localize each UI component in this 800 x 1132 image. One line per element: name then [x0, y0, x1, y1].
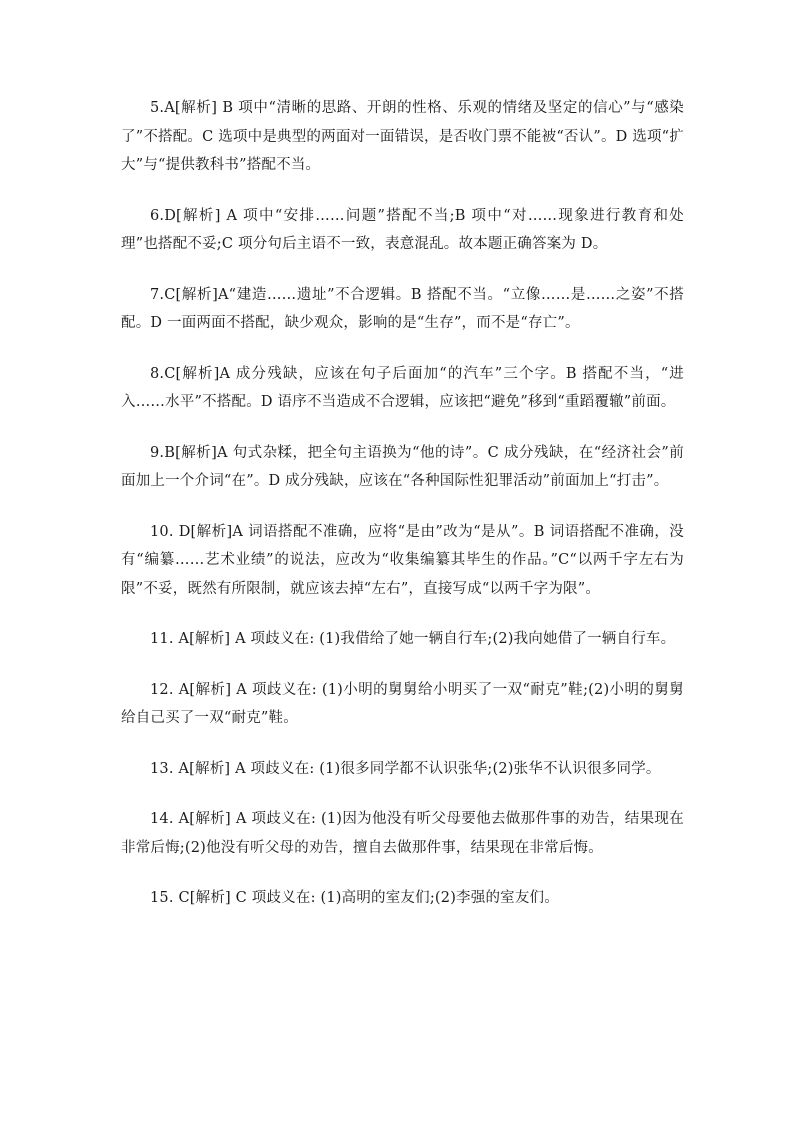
answer-9: 9.B[解析]A 句式杂糅，把全句主语换为“他的诗”。C 成分残缺，在“经济社会”前面加上一个介词“在”。D 成分残缺，应该在“各种国际性犯罪活动”前面加上“打击”。	[121, 444, 684, 489]
answer-15: 15. C[解析] C 项歧义在: (1)高明的室友们;(2)李强的室友们。	[150, 890, 559, 906]
answer-14: 14. A[解析] A 项歧义在: (1)因为他没有听父母要他去做那件事的劝告，结果现在非常后悔;(2)他没有听父母的劝告，擅自去做那件事，结果现在非常后悔。	[121, 811, 684, 856]
answer-8: 8.C[解析]A 成分残缺，应该在句子后面加“的汽车”三个字。B 搭配不当，“进入……水平”不搭配。D 语序不当造成不合逻辑，应该把“避免”移到“重蹈覆辙”前面。	[121, 365, 684, 410]
answer-13: 13. A[解析] A 项歧义在: (1)很多同学都不认识张华;(2)张华不认识很多同学。	[150, 760, 661, 777]
answer-11: 11. A[解析] A 项歧义在: (1)我借给了她一辆自行车;(2)我向她借了一辆自行车。	[150, 631, 676, 647]
answer-6: 6.D[解析] A 项中“安排……问题”搭配不当;B 项中“对……现象进行教育和处理”也搭配不妥;C 项分句后主语不一致，表意混乱。故本题正确答案为 D。	[121, 207, 684, 252]
answer-7: 7.C[解析]A“建造……遗址”不合逻辑。B 搭配不当。“立像……是……之姿”不搭配。D 一面两面不搭配，缺少观众，影响的是“生存”，而不是“存亡”。	[121, 286, 685, 331]
answer-10: 10. D[解析]A 词语搭配不准确，应将“是由”改为“是从”。B 词语搭配不准确，没有“编纂……艺术业绩”的说法，应改为“收集编纂其毕生的作品。”C“以两千字左右为限”不妥，既然有所限制，就应该去掉“左右”，直接写成“以两千字为限”。	[121, 523, 684, 597]
answer-12: 12. A[解析] A 项歧义在: (1)小明的舅舅给小明买了一双“耐克”鞋;(2)小明的舅舅给自己买了一双“耐克”鞋。	[121, 681, 684, 726]
answer-5: 5.A[解析] B 项中“清晰的思路、开朗的性格、乐观的情绪及坚定的信心”与“感染了”不搭配。C 选项中是典型的两面对一面错误，是否收门票不能被“否认”。D 选项“扩大”与“提供教科书”搭配不当。	[121, 100, 684, 173]
